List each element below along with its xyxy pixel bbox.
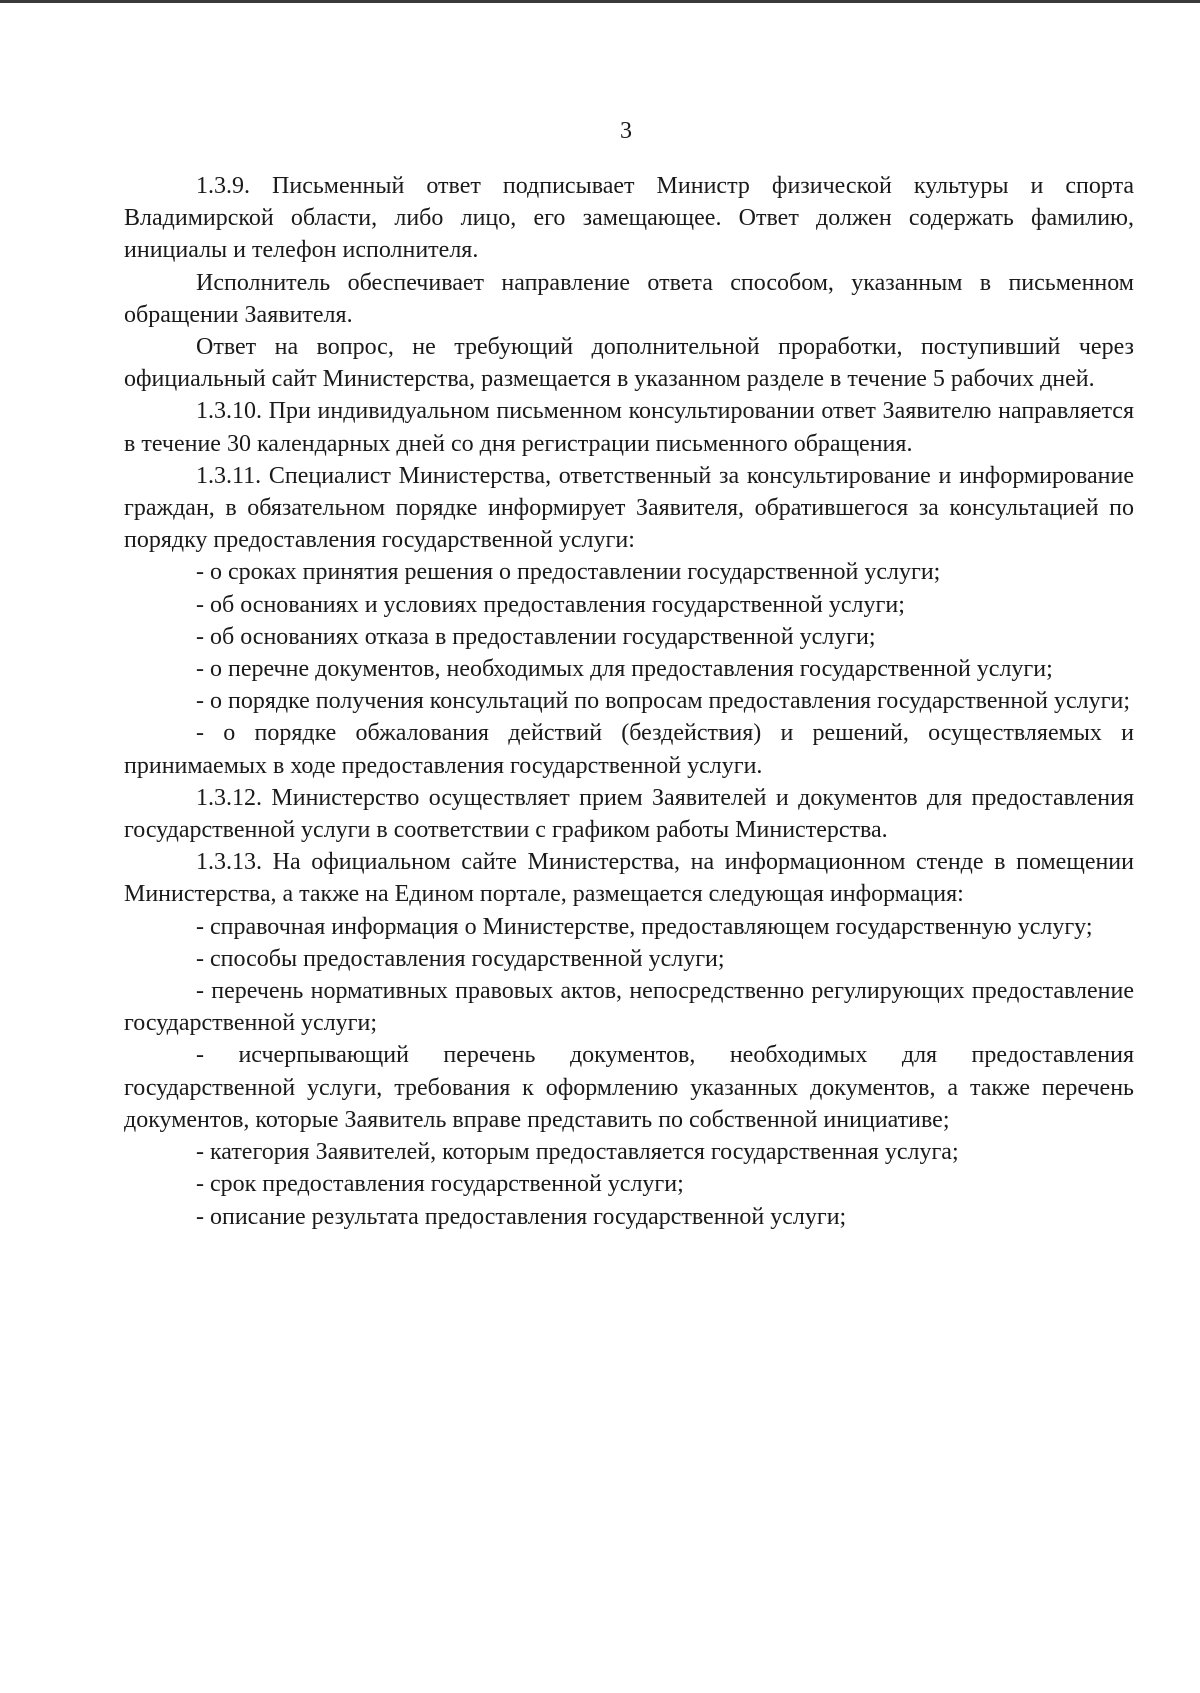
list-item: - исчерпывающий перечень документов, необходимых для предоставления государственной услуги, требования к оформлению указанных документов, а также перечень документов, которые Заявитель вправе представить по собственной инициативе; — [124, 1042, 1134, 1133]
page-number: 3 — [620, 118, 632, 144]
list-item: - справочная информация о Министерстве, предоставляющем государственную услугу; — [196, 913, 1093, 940]
list-item: - о порядке получения консультаций по вопросам предоставления государственной услуги; — [196, 688, 1131, 715]
paragraph-answer-site: Ответ на вопрос, не требующий дополнительной проработки, поступивший через официальный сайт Министерства, размещается в указанном разделе в течение 5 рабочих дней. — [124, 334, 1134, 393]
document-body — [124, 170, 1134, 1233]
paragraph-executor: Исполнитель обеспечивает направление ответа способом, указанным в письменном обращении Заявителя. — [124, 269, 1134, 328]
paragraph-1-3-9: 1.3.9. Письменный ответ подписывает Министр физической культуры и спорта Владимирской области, либо лицо, его замещающее. Ответ должен содержать фамилию, инициалы и телефон исполнителя. — [124, 173, 1134, 264]
list-item: - о перечне документов, необходимых для предоставления государственной услуги; — [196, 656, 1053, 683]
list-item: - об основаниях отказа в предоставлении государственной услуги; — [196, 623, 876, 650]
list-item: - срок предоставления государственной услуги; — [196, 1171, 684, 1198]
list-item: - описание результата предоставления государственной услуги; — [196, 1203, 847, 1230]
list-item: - перечень нормативных правовых актов, непосредственно регулирующих предоставление государственной услуги; — [124, 978, 1134, 1037]
page-top-border — [0, 0, 1200, 3]
paragraph-1-3-13: 1.3.13. На официальном сайте Министерства, на информационном стенде в помещении Министерства, а также на Едином портале, размещается следующая информация: — [124, 849, 1134, 908]
paragraph-1-3-10: 1.3.10. При индивидуальном письменном консультировании ответ Заявителю направляется в течение 30 календарных дней со дня регистрации письменного обращения. — [124, 398, 1134, 457]
paragraph-1-3-12: 1.3.12. Министерство осуществляет прием Заявителей и документов для предоставления государственной услуги в соответствии с графиком работы Министерства. — [124, 784, 1134, 844]
paragraph-1-3-11: 1.3.11. Специалист Министерства, ответственный за консультирование и информирование граждан, в обязательном порядке информирует Заявителя, обратившегося за консультацией по порядку предоставления государственной услуги: — [124, 462, 1134, 554]
list-item: - о сроках принятия решения о предоставлении государственной услуги; — [196, 559, 941, 586]
list-item: - категория Заявителей, которым предоставляется государственная услуга; — [196, 1139, 959, 1166]
list-item: - о порядке обжалования действий (бездействия) и решений, осуществляемых и принимаемых в ходе предоставления государственной услуги. — [124, 720, 1134, 779]
list-item: - способы предоставления государственной услуги; — [196, 945, 725, 972]
list-item: - об основаниях и условиях предоставления государственной услуги; — [196, 591, 905, 618]
